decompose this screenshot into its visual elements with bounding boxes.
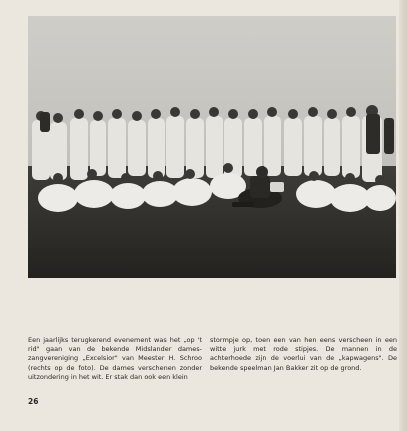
caption-right-column: stormpje op, toen een van hen eens verscheen in een witte jurk met rode stipjes. De mannen in de achterhoede zijn de voerlui van de „kapwagens". De bekende speelman Jan Bakker zit op de grond. [210,336,397,372]
standing-row [32,116,382,182]
caption-left-column: Een jaarlijks terugkerend evenement was het „op 't rid" gaan van de bekende Midslander damеs-zangvereniging „Excelsior" van Meester H. Schroo (rechts op de foto). De dames verschenen zonder uitzondering in het wit. Er stak dan ook een klein [28,336,202,381]
photo-illustration [28,16,396,278]
page-number: 26 [28,397,39,406]
page-edge [399,0,407,431]
group-photo [28,16,396,278]
